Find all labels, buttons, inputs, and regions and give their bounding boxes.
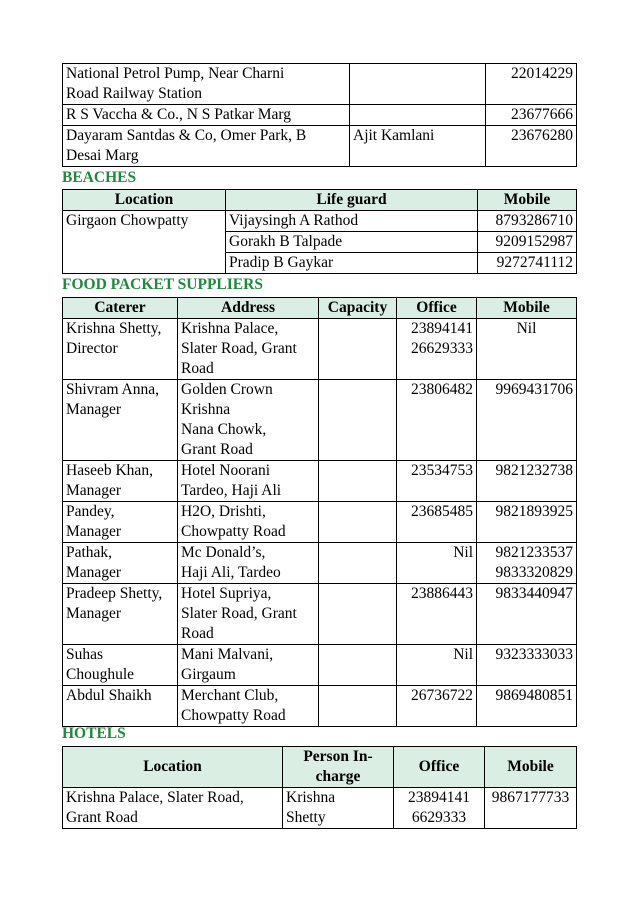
office-cell: 23806482	[397, 380, 477, 461]
beaches-block	[62, 189, 576, 274]
contact-cell	[350, 105, 486, 126]
hotels-block	[62, 746, 576, 829]
lifeguard-cell: Gorakh B Talpade	[226, 232, 478, 253]
capacity-cell	[319, 461, 397, 502]
address-cell: H2O, Drishti, Chowpatty Road	[178, 502, 319, 543]
beaches-heading: BEACHES	[62, 169, 137, 186]
beaches-table	[62, 189, 577, 274]
location-cell: Krishna Palace, Slater Road, Grant Road	[63, 788, 283, 829]
table-row	[63, 788, 577, 829]
hotels-heading: HOTELS	[62, 725, 126, 742]
table-row	[63, 461, 577, 502]
mobile-cell: Nil	[477, 319, 577, 380]
caterer-cell: Haseeb Khan, Manager	[63, 461, 178, 502]
office-cell: 23886443	[397, 584, 477, 645]
person-cell: Krishna Shetty	[283, 788, 394, 829]
capacity-cell	[319, 502, 397, 543]
office-cell: Nil	[397, 645, 477, 686]
hotels-table	[62, 746, 577, 829]
location-header: Location	[63, 190, 226, 211]
caterer-cell: Abdul Shaikh	[63, 686, 178, 727]
office-cell: Nil	[397, 543, 477, 584]
place-cell: R S Vaccha & Co., N S Patkar Marg	[63, 105, 350, 126]
office-cell: 26736722	[397, 686, 477, 727]
table-row	[63, 105, 577, 126]
table-row	[63, 686, 577, 727]
lifeguard-cell: Vijaysingh A Rathod	[226, 211, 478, 232]
beach-location-cell: Girgaon Chowpatty	[63, 211, 226, 274]
office-header: Office	[394, 747, 485, 788]
mobile-cell: 9869480851	[477, 686, 577, 727]
table-row	[63, 64, 577, 105]
contact-cell: Ajit Kamlani	[350, 126, 486, 167]
office-cell: 23894141 26629333	[397, 319, 477, 380]
caterer-header: Caterer	[63, 298, 178, 319]
phone-cell: 23676280	[486, 126, 577, 167]
mobile-cell: 9323333033	[477, 645, 577, 686]
table-row	[63, 380, 577, 461]
lifeguard-cell: Pradip B Gaykar	[226, 253, 478, 274]
mobile-cell: 9867177733	[485, 788, 577, 829]
address-cell: Golden Crown Krishna Nana Chowk, Grant Road	[178, 380, 319, 461]
caterer-cell: Suhas Choughule	[63, 645, 178, 686]
capacity-cell	[319, 380, 397, 461]
table-row	[63, 543, 577, 584]
top-contacts-block	[62, 63, 576, 167]
mobile-cell: 9969431706	[477, 380, 577, 461]
caterer-cell: Pandey, Manager	[63, 502, 178, 543]
food-table	[62, 297, 577, 727]
office-cell: 23534753	[397, 461, 477, 502]
table-row	[63, 502, 577, 543]
capacity-cell	[319, 645, 397, 686]
table-row	[63, 211, 577, 232]
address-cell: Mani Malvani, Girgaum	[178, 645, 319, 686]
office-cell: 23685485	[397, 502, 477, 543]
table-row	[63, 584, 577, 645]
capacity-cell	[319, 319, 397, 380]
header-row	[63, 747, 577, 788]
table-row	[63, 645, 577, 686]
mobile-cell: 8793286710	[478, 211, 577, 232]
phone-cell: 23677666	[486, 105, 577, 126]
food-block	[62, 297, 576, 727]
mobile-cell: 9833440947	[477, 584, 577, 645]
table-row	[63, 126, 577, 167]
mobile-cell: 9821233537 9833320829	[477, 543, 577, 584]
place-cell: National Petrol Pump, Near Charni Road Railway Station	[63, 64, 350, 105]
lifeguard-header: Life guard	[226, 190, 478, 211]
mobile-header: Mobile	[478, 190, 577, 211]
location-header: Location	[63, 747, 283, 788]
capacity-cell	[319, 543, 397, 584]
caterer-cell: Shivram Anna, Manager	[63, 380, 178, 461]
address-cell: Merchant Club, Chowpatty Road	[178, 686, 319, 727]
capacity-cell	[319, 584, 397, 645]
mobile-cell: 9821893925	[477, 502, 577, 543]
address-header: Address	[178, 298, 319, 319]
mobile-cell: 9821232738	[477, 461, 577, 502]
caterer-cell: Pradeep Shetty, Manager	[63, 584, 178, 645]
mobile-header: Mobile	[477, 298, 577, 319]
table-row	[63, 319, 577, 380]
address-cell: Krishna Palace, Slater Road, Grant Road	[178, 319, 319, 380]
office-cell: 23894141 6629333	[394, 788, 485, 829]
food-heading: FOOD PACKET SUPPLIERS	[62, 276, 263, 293]
top-contacts-table	[62, 63, 577, 167]
header-row	[63, 298, 577, 319]
office-header: Office	[397, 298, 477, 319]
place-cell: Dayaram Santdas & Co, Omer Park, B Desai Marg	[63, 126, 350, 167]
address-cell: Hotel Supriya, Slater Road, Grant Road	[178, 584, 319, 645]
contact-cell	[350, 64, 486, 105]
header-row	[63, 190, 577, 211]
caterer-cell: Pathak, Manager	[63, 543, 178, 584]
mobile-cell: 9209152987	[478, 232, 577, 253]
capacity-header: Capacity	[319, 298, 397, 319]
address-cell: Mc Donald’s, Haji Ali, Tardeo	[178, 543, 319, 584]
mobile-header: Mobile	[485, 747, 577, 788]
caterer-cell: Krishna Shetty, Director	[63, 319, 178, 380]
capacity-cell	[319, 686, 397, 727]
phone-cell: 22014229	[486, 64, 577, 105]
mobile-cell: 9272741112	[478, 253, 577, 274]
address-cell: Hotel Noorani Tardeo, Haji Ali	[178, 461, 319, 502]
person-incharge-header: Person In- charge	[283, 747, 394, 788]
